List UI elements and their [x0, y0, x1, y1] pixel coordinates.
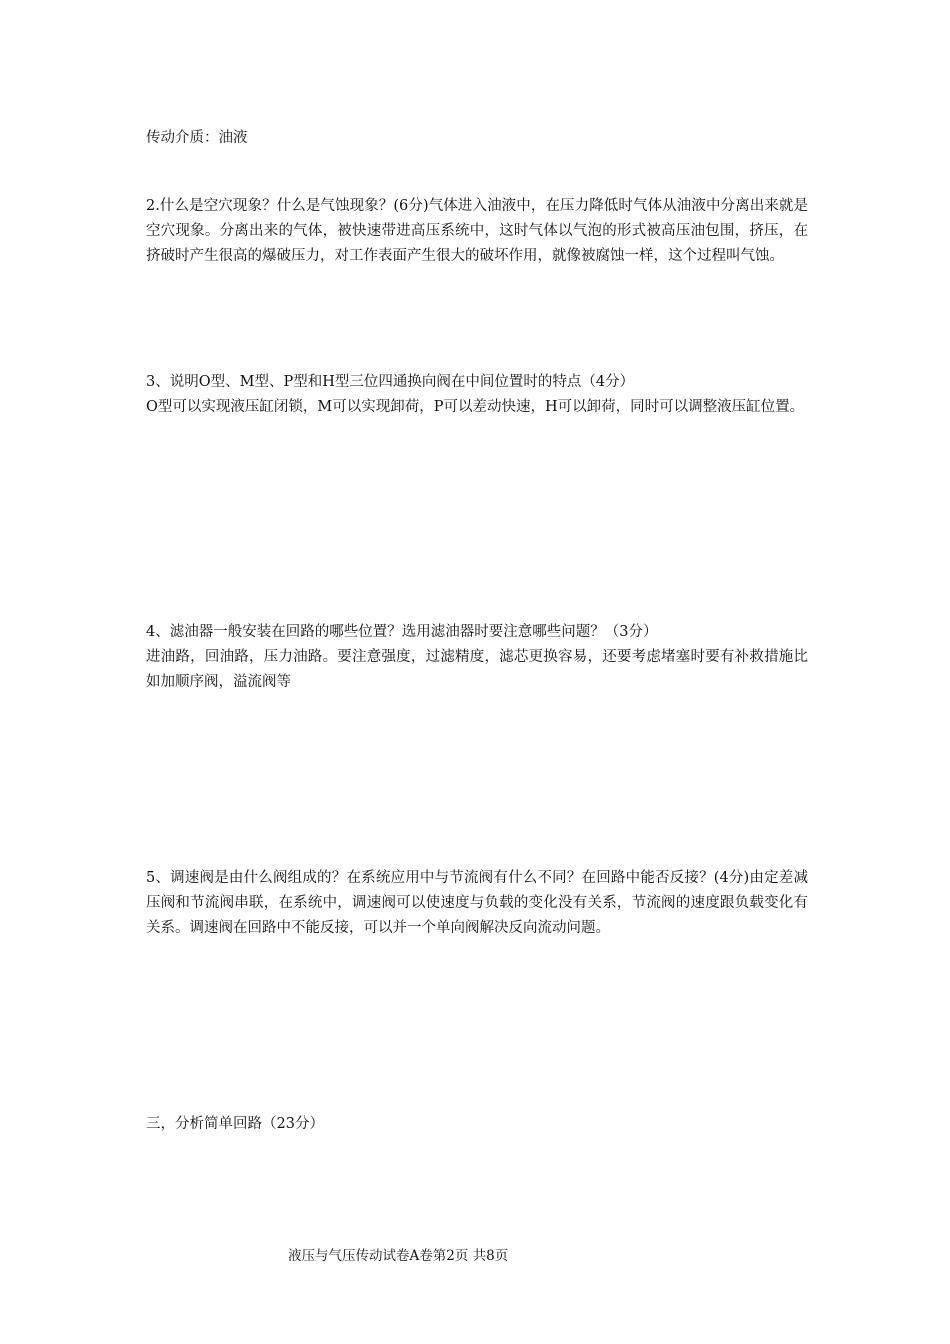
transmission-medium-line: 传动介质：油液 [146, 130, 248, 146]
question-3-prompt: 3、说明O型、M型、P型和H型三位四通换向阀在中间位置时的特点（4分） [146, 374, 635, 390]
question-4-block [146, 620, 808, 695]
page-footer: 液压与气压传动试卷A卷第2页 共8页 [288, 1248, 509, 1264]
question-5-text: 5、调速阀是由什么阀组成的？在系统应用中与节流阀有什么不同？在回路中能否反接？(4分)由定差减压阀和节流阀串联，在系统中，调速阀可以使速度与负载的变化没有关系，节流阀的速度跟负载变化有关系。调速阀在回路中不能反接，可以并一个单向阀解决反向流动问题。 [146, 870, 808, 936]
section-3-heading: 三，分析简单回路（23分） [146, 1116, 324, 1132]
question-2-block [146, 194, 808, 269]
section-3-block [146, 1112, 808, 1137]
question-2-text: 2.什么是空穴现象？什么是气蚀现象？(6分)气体进入油液中，在压力降低时气体从油液中分离出来就是空穴现象。分离出来的气体，被快速带进高压系统中，这时气体以气泡的形式被高压油包围，挤压，在挤破时产生很高的爆破压力，对工作表面产生很大的破坏作用，就像被腐蚀一样，这个过程叫气蚀。 [146, 198, 808, 264]
medium-line-block [146, 126, 808, 151]
question-4-answer: 进油路，回油路，压力油路。要注意强度，过滤精度，滤芯更换容易，还要考虑堵塞时要有补救措施比如加顺序阀，溢流阀等 [146, 649, 808, 690]
question-5-block [146, 866, 808, 941]
question-3-block [146, 370, 808, 420]
question-3-answer: O型可以实现液压缸闭锁，M可以实现卸荷，P可以差动快速，H可以卸荷，同时可以调整液压缸位置。 [146, 399, 805, 415]
question-4-prompt: 4、滤油器一般安装在回路的哪些位置？选用滤油器时要注意哪些问题？（3分） [146, 624, 658, 640]
